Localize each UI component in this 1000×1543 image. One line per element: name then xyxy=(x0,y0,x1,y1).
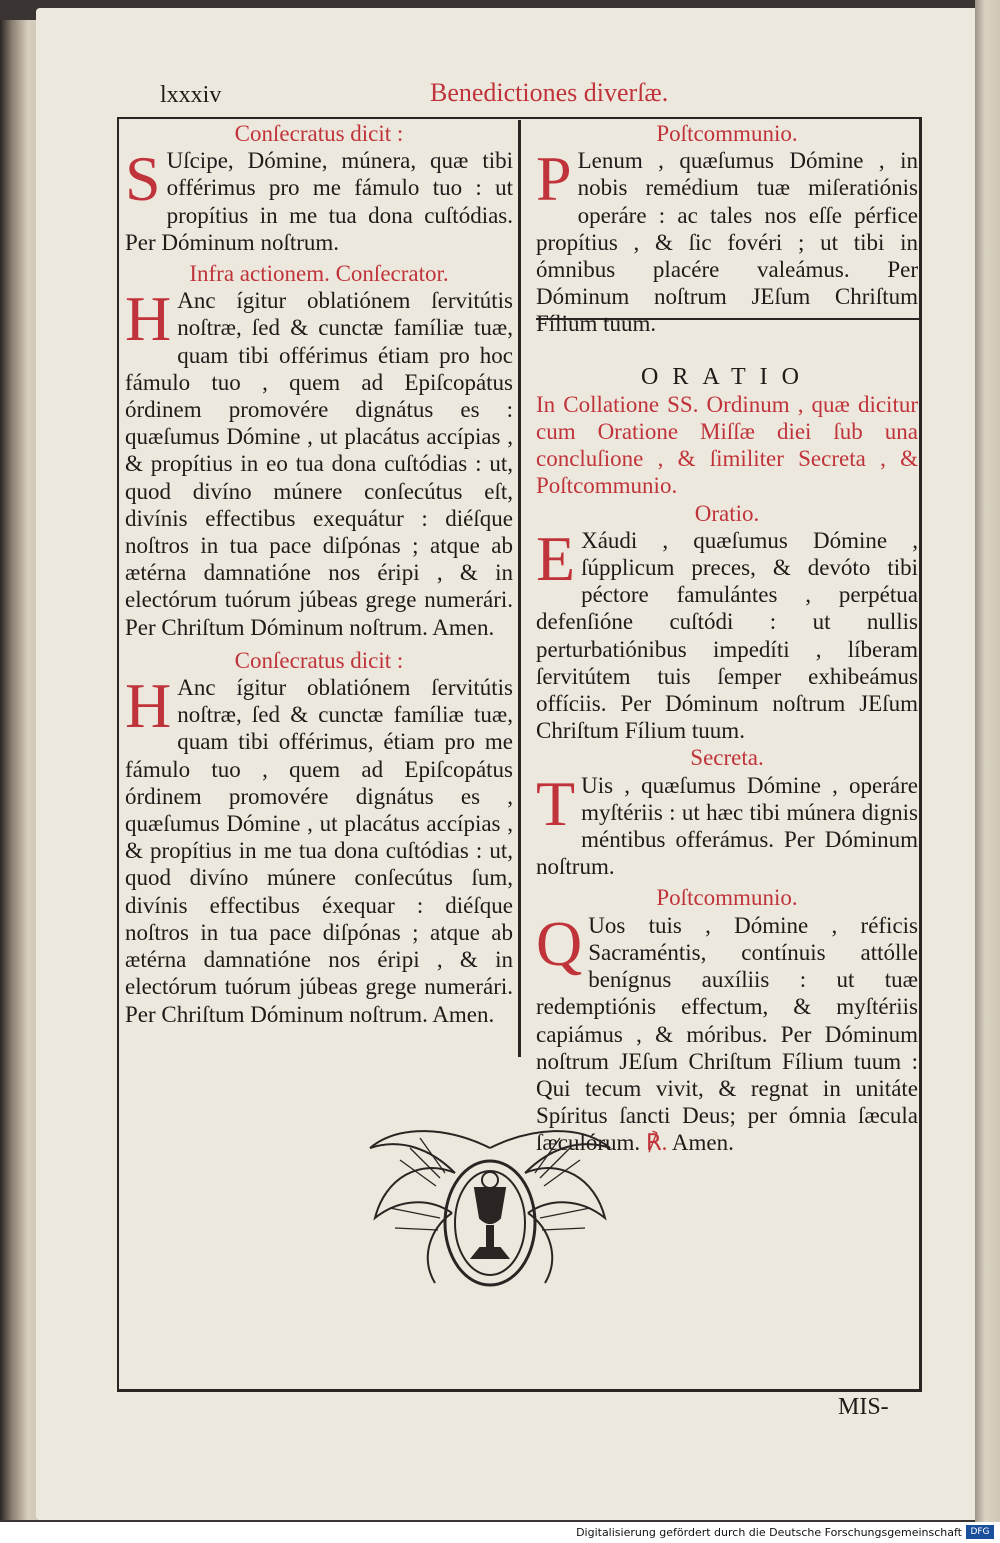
rubric: Poſtcommunio. xyxy=(656,885,798,911)
prayer-text: Uſcipe, Dómine, múnera, quæ tibi offérimus pro me fámulo tuo : ut propítius in me tua dona cuſtódias. Per Dóminum noſtrum. xyxy=(125,148,513,255)
next-page-edge xyxy=(975,0,1000,1522)
page-header xyxy=(160,78,940,112)
running-title: Benedictiones diverſæ. xyxy=(430,78,669,107)
prayer-paragraph xyxy=(125,143,513,256)
section-heading: ORATIO xyxy=(641,363,813,390)
prayer-text: Uos tuis , Dómine , réficis Sacraméntis, contínuis attólle benígnus auxíliis : ut tuæ redemptiónis effectum, & myſtériis capiámus , & móribus. Per Dóminum noſtrum JEſum Chriſtum Fílium tuum : Qui tecum vivit, & regnat in unitáte Spíritus ſancti Deus; per ómnia ſæcula ſæculórum. xyxy=(536,912,918,1156)
drop-cap: E xyxy=(536,522,576,594)
column-divider xyxy=(518,120,521,1057)
prayer-text: Anc ígitur oblatiónem ſervitútis noſtræ, ſed & cunctæ famíliæ tuæ, quam tibi offérimus étiam pro hoc fámulo tuo , quem ad Epiſcopátus órdinem promovére dignátus es : quæſumus Dómine , ut placátus accípias , & propítius in eo tua dona cuſtódias : ut, quod divíno múnere conſecútus eſt, divínis effectibus exequátur : diéſque noſtros in tua pace diſpónas ; atque ab ætérna damnatióne nos éripi , & in electórum tuórum júbeas grege numerári. Per Chriſtum Dóminum noſtrum. Amen. xyxy=(125,288,513,640)
right-column xyxy=(536,120,918,1157)
rubric: Conſecratus dicit : xyxy=(234,121,404,146)
prayer-text: Xáudi , quæſumus Dómine , ſúpplicum preces, & devóto tibi péctore famulántes , perpétua defenſióne cuſtódi : ut nullis perturbatiónibus impedíti , líberam ſervitútem tuis ſemper exhibeámus offíciis. Per Dóminum noſtrum JEſum Chriſtum Fílium tuum. xyxy=(536,527,918,744)
rubric: Oratio. xyxy=(694,500,760,526)
left-column xyxy=(125,120,513,1028)
prayer-text: Uis , quæſumus Dómine , operáre myſtériis : ut hæc tibi múnera dignis méntibus offerámus. Per Dóminum noſtrum. xyxy=(536,772,918,880)
digitization-footer xyxy=(0,1522,1000,1543)
prayer-paragraph xyxy=(125,283,513,641)
prayer-text: Anc ígitur oblatiónem ſervitútis noſtræ, ſed & cunctæ famíliæ tuæ, quam tibi offérimus, étiam pro me fámulo tuo , quem ad Epiſcopátus órdinem promovére dignátus es , quæſumus Dómine , ut placátus accípias , & propítius in me tua dona cuſtódias : ut, quod divíno múnere conſecútus ſum, divínis effectibus éxequar : diéſque noſtros in tua pace diſpónas ; atque ab ætérna damnatióne nos éripi , & in electórum tuórum júbeas grege numerári. Per Chriſtum Dóminum noſtrum. Amen. xyxy=(125,675,513,1027)
drop-cap: S xyxy=(125,143,161,215)
funding-credit: Digitalisierung gefördert durch die Deutsche Forschungsgemeinschaft xyxy=(576,1526,962,1539)
drop-cap: P xyxy=(536,143,572,215)
chalice-ornament xyxy=(360,1118,620,1298)
response-mark: ℟. xyxy=(645,1130,668,1156)
rubric: Infra actionem. Conſecrator. xyxy=(189,261,449,287)
dfg-logo: DFG xyxy=(966,1525,994,1539)
prayer-paragraph xyxy=(536,522,918,745)
prayer-text: Lenum , quæſumus Dómine , in nobis remédium tuæ miſeratiónis operáre : ac tales nos eſſe pérfice propítius , & ſic fovéri ; ut tibi in ómnibus placére valeámus. Per Dóminum noſtrum JEſum Chriſtum Fílium tuum. xyxy=(536,148,918,337)
prayer-paragraph xyxy=(125,670,513,1028)
prayer-paragraph xyxy=(536,143,918,337)
drop-cap: H xyxy=(125,670,172,742)
rubric: Poſtcommunio. xyxy=(656,121,798,146)
rubric: Conſecratus dicit : xyxy=(234,647,404,673)
rubric: Secreta. xyxy=(690,745,764,771)
prayer-paragraph xyxy=(536,767,918,881)
section-subheading: In Collatione SS. Ordinum , quæ dicitur cum Oratione Miſſæ diei ſub una concluſione , & ſimiliter Secreta , & Poſtcommunio. xyxy=(536,391,918,499)
book-spine xyxy=(0,20,40,1520)
drop-cap: Q xyxy=(536,907,583,979)
page-number: lxxxiv xyxy=(160,82,222,108)
drop-cap: H xyxy=(125,283,172,355)
catchword: MIS- xyxy=(838,1394,889,1420)
amen-text: Amen. xyxy=(671,1130,734,1156)
drop-cap: T xyxy=(536,767,576,839)
